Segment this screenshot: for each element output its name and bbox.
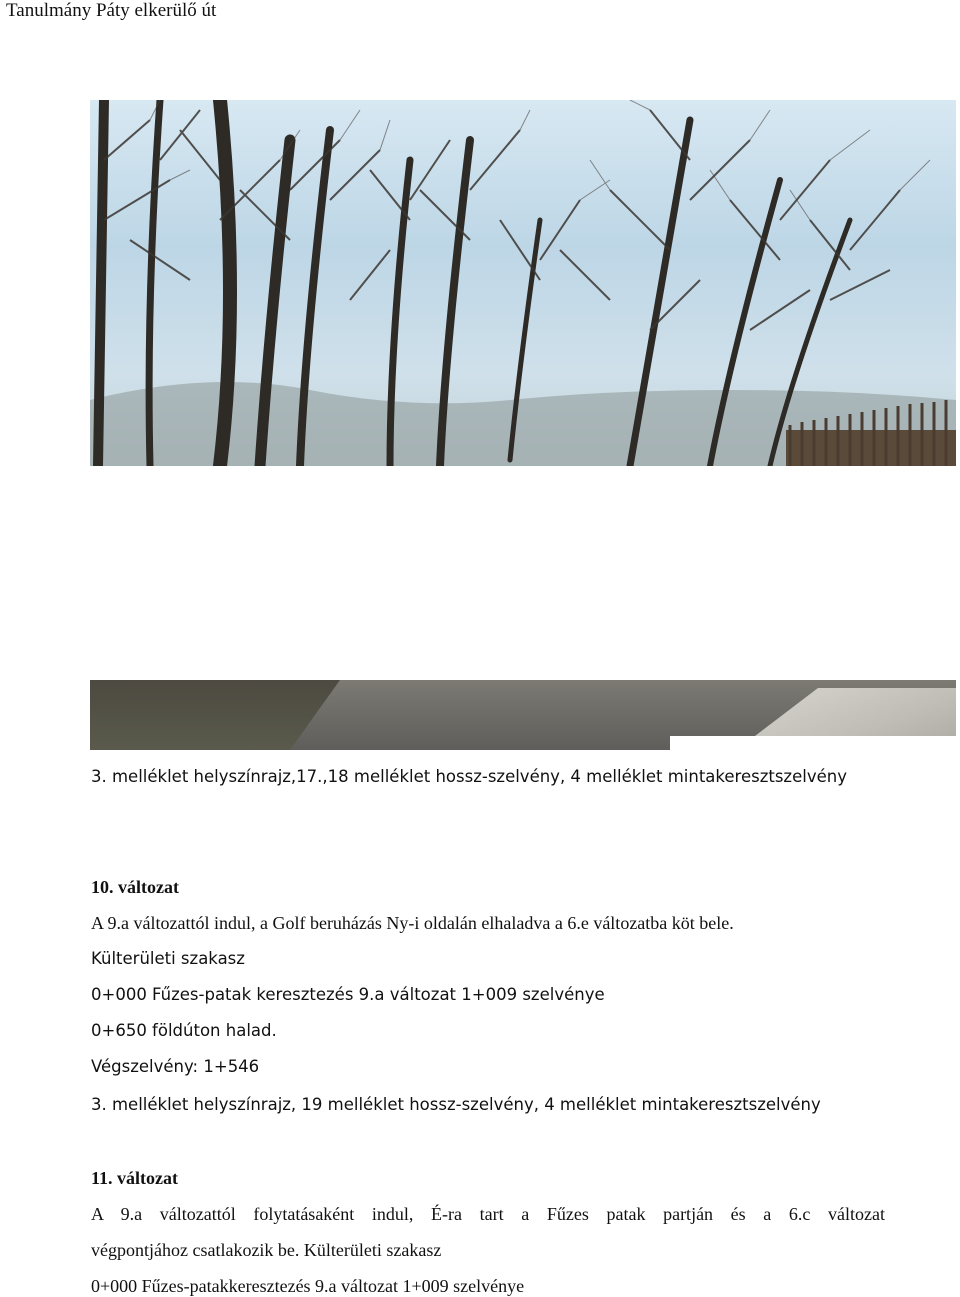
page-header: Tanulmány Páty elkerülő út bbox=[6, 0, 217, 21]
section-title-v10: 10. változat bbox=[91, 877, 179, 897]
v10-description: A 9.a változattól indul, a Golf beruházás Ny-i oldalán elhaladva a 6.e változatba köt bele. bbox=[91, 913, 734, 933]
v10-area: Külterületi szakasz bbox=[91, 949, 245, 968]
v11-description-cont: végpontjához csatlakozik be. Külterületi szakasz bbox=[91, 1240, 442, 1260]
caption-attachment-1: 3. melléklet helyszínrajz,17.,18 melléklet hossz-szelvény, 4 melléklet mintakeresztszelvény bbox=[91, 767, 847, 786]
v11-station-start: 0+000 Fűzes-patakkeresztezés 9.a változat 1+009 szelvénye bbox=[91, 1276, 525, 1296]
v10-station-start: 0+000 Fűzes-patak keresztezés 9.a változat 1+009 szelvénye bbox=[91, 985, 605, 1004]
photo-cutout bbox=[670, 736, 956, 750]
v10-caption: 3. melléklet helyszínrajz, 19 melléklet hossz-szelvény, 4 melléklet mintakeresztszelvény bbox=[91, 1095, 821, 1114]
grass-verge bbox=[90, 680, 340, 750]
tree-lined-road-photo bbox=[90, 100, 956, 466]
section-title-v11: 11. változat bbox=[91, 1168, 178, 1188]
v10-station-650: 0+650 földúton halad. bbox=[91, 1021, 277, 1040]
v11-description: A 9.a változattól folytatásaként indul, É-ra tart a Fűzes patak partján és a 6.c változat bbox=[91, 1204, 885, 1224]
v10-end-station: Végszelvény: 1+546 bbox=[91, 1057, 260, 1076]
dirt-road-photo bbox=[90, 680, 956, 750]
